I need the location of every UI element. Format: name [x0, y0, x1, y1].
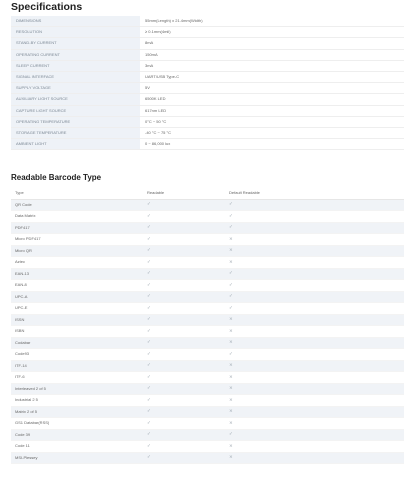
spec-value: -40 °C ~ 75 °C: [140, 127, 404, 138]
default-readable-cell: [225, 268, 404, 280]
check-icon: ✓: [229, 225, 233, 231]
default-readable-cell: [225, 406, 404, 418]
check-icon: ✓: [229, 213, 233, 219]
spec-value: 0°C ~ 50 °C: [140, 116, 404, 127]
check-icon: ✓: [147, 294, 151, 300]
default-readable-cell: [225, 222, 404, 234]
spec-row: [11, 94, 404, 105]
readable-cell: [143, 337, 225, 349]
barcode-row: [11, 303, 404, 315]
check-icon: ✓: [147, 409, 151, 415]
check-icon: ✓: [229, 202, 233, 208]
cross-icon: ×: [229, 397, 233, 403]
default-readable-cell: [225, 372, 404, 384]
check-icon: ✓: [147, 340, 151, 346]
readable-cell: [143, 452, 225, 464]
spec-row: [11, 105, 404, 116]
check-icon: ✓: [147, 328, 151, 334]
barcode-row: [11, 360, 404, 372]
default-readable-cell: [225, 234, 404, 246]
barcode-row: [11, 372, 404, 384]
spec-value: UART/USB Type-C: [140, 71, 404, 82]
spec-label: AMBIENT LIGHT: [11, 139, 140, 150]
check-icon: ✓: [229, 305, 233, 311]
cross-icon: ×: [229, 455, 233, 461]
readable-cell: [143, 280, 225, 292]
barcode-type: Code 39: [11, 429, 143, 441]
barcode-row: [11, 337, 404, 349]
default-readable-cell: [225, 291, 404, 303]
readable-cell: [143, 303, 225, 315]
spec-value: 3mA: [140, 60, 404, 71]
check-icon: ✓: [147, 443, 151, 449]
default-readable-cell: [225, 326, 404, 338]
barcode-type: Aztec: [11, 257, 143, 269]
cross-icon: ×: [229, 420, 233, 426]
readable-cell: [143, 372, 225, 384]
readable-cell: [143, 222, 225, 234]
spec-label: OPERATING CURRENT: [11, 49, 140, 60]
barcode-row: [11, 257, 404, 269]
check-icon: ✓: [147, 374, 151, 380]
barcode-type: Micro PDF417: [11, 234, 143, 246]
check-icon: ✓: [229, 282, 233, 288]
spec-row: [11, 71, 404, 82]
readable-cell: [143, 406, 225, 418]
check-icon: ✓: [229, 351, 233, 357]
check-icon: ✓: [229, 294, 233, 300]
check-icon: ✓: [147, 455, 151, 461]
cross-icon: ×: [229, 374, 233, 380]
check-icon: ✓: [147, 386, 151, 392]
readable-cell: [143, 360, 225, 372]
barcode-type: EAN-13: [11, 268, 143, 280]
column-header-default-readable: Default Readable: [225, 188, 404, 199]
barcode-type: GS1 Databar(RSS): [11, 418, 143, 430]
spec-label: SLEEP CURRENT: [11, 60, 140, 71]
check-icon: ✓: [147, 317, 151, 323]
cross-icon: ×: [229, 340, 233, 346]
cross-icon: ×: [229, 363, 233, 369]
default-readable-cell: [225, 211, 404, 223]
spec-row: [11, 116, 404, 127]
readable-cell: [143, 395, 225, 407]
readable-cell: [143, 257, 225, 269]
default-readable-cell: [225, 199, 404, 211]
barcode-row: [11, 291, 404, 303]
barcode-type: ITF-6: [11, 372, 143, 384]
spec-row: [11, 83, 404, 94]
spec-value: 5V: [140, 83, 404, 94]
readable-cell: [143, 199, 225, 211]
default-readable-cell: [225, 360, 404, 372]
check-icon: ✓: [147, 351, 151, 357]
default-readable-cell: [225, 441, 404, 453]
barcode-row: [11, 211, 404, 223]
spec-value: 6500K LED: [140, 94, 404, 105]
default-readable-cell: [225, 245, 404, 257]
spec-row: [11, 139, 404, 150]
barcode-table-header-row: [11, 188, 404, 199]
cross-icon: ×: [229, 248, 233, 254]
readable-cell: [143, 326, 225, 338]
barcode-type: ISSN: [11, 314, 143, 326]
barcode-table: [11, 188, 404, 464]
default-readable-cell: [225, 452, 404, 464]
spec-row: [11, 38, 404, 49]
barcode-row: [11, 349, 404, 361]
check-icon: ✓: [229, 271, 233, 277]
check-icon: ✓: [147, 259, 151, 265]
spec-value: 8mA: [140, 38, 404, 49]
default-readable-cell: [225, 280, 404, 292]
default-readable-cell: [225, 337, 404, 349]
check-icon: ✓: [229, 432, 233, 438]
check-icon: ✓: [147, 225, 151, 231]
check-icon: ✓: [147, 363, 151, 369]
barcode-row: [11, 222, 404, 234]
spec-label: RESOLUTION: [11, 27, 140, 38]
readable-cell: [143, 211, 225, 223]
cross-icon: ×: [229, 409, 233, 415]
check-icon: ✓: [147, 432, 151, 438]
spec-label: AUXILIARY LIGHT SOURCE: [11, 94, 140, 105]
cross-icon: ×: [229, 328, 233, 334]
barcode-row: [11, 268, 404, 280]
barcode-type: Data Matrix: [11, 211, 143, 223]
readable-cell: [143, 291, 225, 303]
spec-row: [11, 60, 404, 71]
barcode-row: [11, 395, 404, 407]
barcode-row: [11, 406, 404, 418]
specifications-heading: Specifications: [11, 1, 83, 13]
default-readable-cell: [225, 383, 404, 395]
barcode-row: [11, 418, 404, 430]
cross-icon: ×: [229, 236, 233, 242]
barcode-type: PDF417: [11, 222, 143, 234]
barcode-type: Matrix 2 of 5: [11, 406, 143, 418]
barcode-type: ITF-14: [11, 360, 143, 372]
default-readable-cell: [225, 418, 404, 430]
spec-label: SIGNAL INTERFACE: [11, 71, 140, 82]
barcode-type: Interleaved 2 of 5: [11, 383, 143, 395]
default-readable-cell: [225, 429, 404, 441]
spec-label: DIMENSIONS: [11, 16, 140, 27]
spec-value: ≥ 0.1mm(4mil): [140, 27, 404, 38]
barcode-row: [11, 326, 404, 338]
barcode-type: UPC-A: [11, 291, 143, 303]
barcode-row: [11, 441, 404, 453]
barcode-row: [11, 314, 404, 326]
default-readable-cell: [225, 349, 404, 361]
spec-row: [11, 127, 404, 138]
barcode-type: MSI-Plessey: [11, 452, 143, 464]
barcode-type: Code93: [11, 349, 143, 361]
readable-cell: [143, 268, 225, 280]
barcode-type: UPC-E: [11, 303, 143, 315]
readable-cell: [143, 383, 225, 395]
check-icon: ✓: [147, 213, 151, 219]
spec-row: [11, 49, 404, 60]
default-readable-cell: [225, 303, 404, 315]
readable-cell: [143, 429, 225, 441]
check-icon: ✓: [147, 271, 151, 277]
check-icon: ✓: [147, 397, 151, 403]
spec-label: CAPTURE LIGHT SOURCE: [11, 105, 140, 116]
specifications-table: [11, 16, 404, 150]
cross-icon: ×: [229, 259, 233, 265]
default-readable-cell: [225, 395, 404, 407]
barcode-type: QR Code: [11, 199, 143, 211]
check-icon: ✓: [147, 420, 151, 426]
barcode-row: [11, 199, 404, 211]
barcode-type: ISBN: [11, 326, 143, 338]
barcode-type: EAN-8: [11, 280, 143, 292]
check-icon: ✓: [147, 282, 151, 288]
readable-cell: [143, 349, 225, 361]
readable-barcode-heading: Readable Barcode Type: [11, 173, 102, 182]
readable-cell: [143, 441, 225, 453]
cross-icon: ×: [229, 443, 233, 449]
cross-icon: ×: [229, 317, 233, 323]
readable-cell: [143, 418, 225, 430]
barcode-row: [11, 452, 404, 464]
spec-label: OPERATING TEMPERATURE: [11, 116, 140, 127]
spec-row: [11, 16, 404, 27]
barcode-row: [11, 383, 404, 395]
barcode-row: [11, 429, 404, 441]
check-icon: ✓: [147, 202, 151, 208]
spec-label: STAND-BY CURRENT: [11, 38, 140, 49]
check-icon: ✓: [147, 236, 151, 242]
barcode-row: [11, 234, 404, 246]
barcode-row: [11, 280, 404, 292]
check-icon: ✓: [147, 248, 151, 254]
default-readable-cell: [225, 314, 404, 326]
spec-row: [11, 27, 404, 38]
barcode-type: Codabar: [11, 337, 143, 349]
cross-icon: ×: [229, 386, 233, 392]
barcode-type: Code 11: [11, 441, 143, 453]
readable-cell: [143, 234, 225, 246]
spec-label: SUPPLY VOLTAGE: [11, 83, 140, 94]
column-header-type: Type: [11, 188, 143, 199]
spec-value: 0 ~ 86,000 lux: [140, 139, 404, 150]
check-icon: ✓: [147, 305, 151, 311]
column-header-readable: Readable: [143, 188, 225, 199]
barcode-type: Micro QR: [11, 245, 143, 257]
barcode-row: [11, 245, 404, 257]
spec-value: 150mA: [140, 49, 404, 60]
readable-cell: [143, 314, 225, 326]
readable-cell: [143, 245, 225, 257]
spec-value: 617nm LED: [140, 105, 404, 116]
spec-label: STORAGE TEMPERATURE: [11, 127, 140, 138]
spec-value: 55mm(Length) x 21.4mm(Width): [140, 16, 404, 27]
default-readable-cell: [225, 257, 404, 269]
barcode-type: Industrial 2 5: [11, 395, 143, 407]
